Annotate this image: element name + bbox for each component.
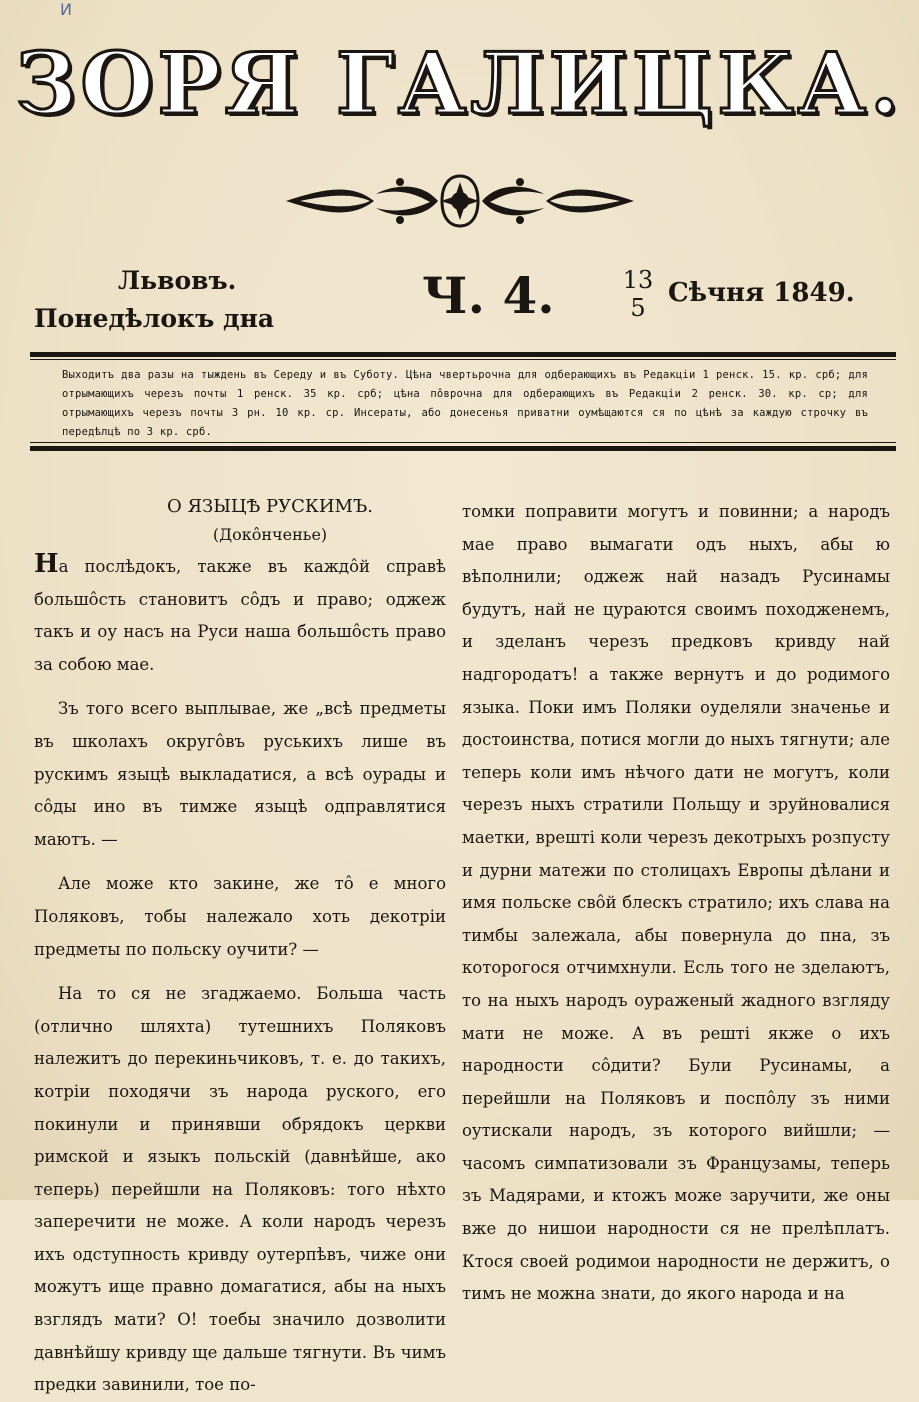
handwritten-corner-mark: И xyxy=(60,0,72,19)
article-paragraph-1: На послѣдокъ, также въ каждôй справѣ большôсть становитъ сôдъ и право; оджеж такъ и оу насъ на Руси наша большôсть право за собою мае. xyxy=(34,549,446,674)
subscription-notice: Выходитъ два разы на тыждень въ Середу и въ Суботу. Цѣна чвертьрочна для одберающихъ въ Редакціи 1 ренск. 15. кр. срб; для отрымающихъ черезъ почты 1 ренск. 35 кр. срб; цѣна пôврочна для одберающихъ въ Редакціи 2 ренск. 30. кр. ср; для отрымающихъ черезъ почты 3 рн. 10 кр. ср. Инсераты, або донесенья приватни оумѣщаются ся по цѣнѣ за каждую строчку въ передѣлцѣ по 3 кр. срб. xyxy=(62,369,868,438)
drop-cap: Н xyxy=(34,549,59,579)
notice-rule-bottom xyxy=(30,446,896,451)
article-paragraph-continued: томки поправити могутъ и повинни; а народъ мае право вымагати одъ ныхъ, абы ю вѣполнили; оджеж най назадъ Русинамы будутъ, най не цураются своимъ походженемъ, и зделанъ черезъ предковъ кривду най надгородатъ! а также вернутъ и до родимого языка. Поки имъ Поляки оуделяли значенье и достоинства, потися могли до ныхъ тягнути; але теперь коли имъ нѣчого дати не могутъ, коли черезъ ныхъ стратили Польщу и зруйновалися маетки, врешті коли черезъ декотрыхъ розпусту и дурни матежи по столицахъ Европы дѣлани и имя польске свôй блескъ стратило; ихъ слава на тимбы залежала, абы повернула до пна, зъ которогося отчимхнули. Есль того не зделаютъ, то на ныхъ народъ оураженый жадного взгляду мати не може. А въ решті якже о ихъ народности сôдити? Були Русинамы, а перейшли на Поляковъ и поспôлу зъ ними оутискали народъ, зъ которого вийшли; — часомъ симпатизовали зъ Французамы, теперь зъ Мадярами, и ктожъ може заручити, же оны вже до нишои народности ся не прелѣплатъ. Ктося своей родимои народности не держитъ, о тимъ не можна знати, до якого народа и на xyxy=(462,502,890,1304)
article-paragraph-2: Зъ того всего выплывае, же „всѣ предметы въ школахъ округôвъ руськихъ лише въ рускимъ языцѣ выкладатися, а всѣ оурады и сôды ино въ тимже языцѣ одправлятися маютъ. — xyxy=(34,699,446,849)
article-paragraph-3: Але може кто закине, же тô е много Поляковъ, тобы належало хоть декотріи предметы по польску оучити? — xyxy=(34,874,446,959)
header-city: Львовъ. xyxy=(118,266,237,295)
issue-date: Сѣчня 1849. xyxy=(668,278,855,308)
article-paragraph-4: На то ся не згаджаемо. Больша часть (отлично шляхта) тутешнихъ Поляковъ належитъ до перекиньчиковъ, т. е. до такихъ, котріи походячи зъ народа руского, его покинули и принявши обрядокъ церкви римской и языкъ польскій (давнѣйше, ако теперь) перейшли на Поляковъ: того нѣхто заперечити не може. А коли народъ черезъ ихъ одступность кривду оутерпѣвъ, чиже они можутъ ище правно домагатися, абы на ныхъ взглядъ мати? О! тоебы значило дозволити давнѣйшу кривду ще дальше тягнути. Въ чимъ предки завинили, тое по- xyxy=(34,984,446,1395)
header-place-and-day xyxy=(34,262,274,338)
header-rule-top xyxy=(30,352,896,357)
issue-number: Ч. 4. xyxy=(422,266,555,325)
article-column-left xyxy=(34,492,446,1402)
date-day-new-style: 13 xyxy=(622,266,654,294)
header-weekday: Понедѣлокъ дна xyxy=(34,304,275,333)
article-column-right xyxy=(462,496,890,1311)
notice-rule-thin xyxy=(30,442,896,443)
date-dual-day xyxy=(622,266,654,322)
masthead-title: ЗОРЯ ГАЛИЦКА. xyxy=(15,34,904,133)
article-title: О ЯЗЫЦѢ РУСКИМЪ. xyxy=(166,496,374,517)
date-day-old-style: 5 xyxy=(630,294,646,322)
masthead-ornament xyxy=(280,172,640,230)
header-rule-top-thin xyxy=(30,359,896,360)
article-subtitle: (Докôнченье) xyxy=(212,525,328,544)
